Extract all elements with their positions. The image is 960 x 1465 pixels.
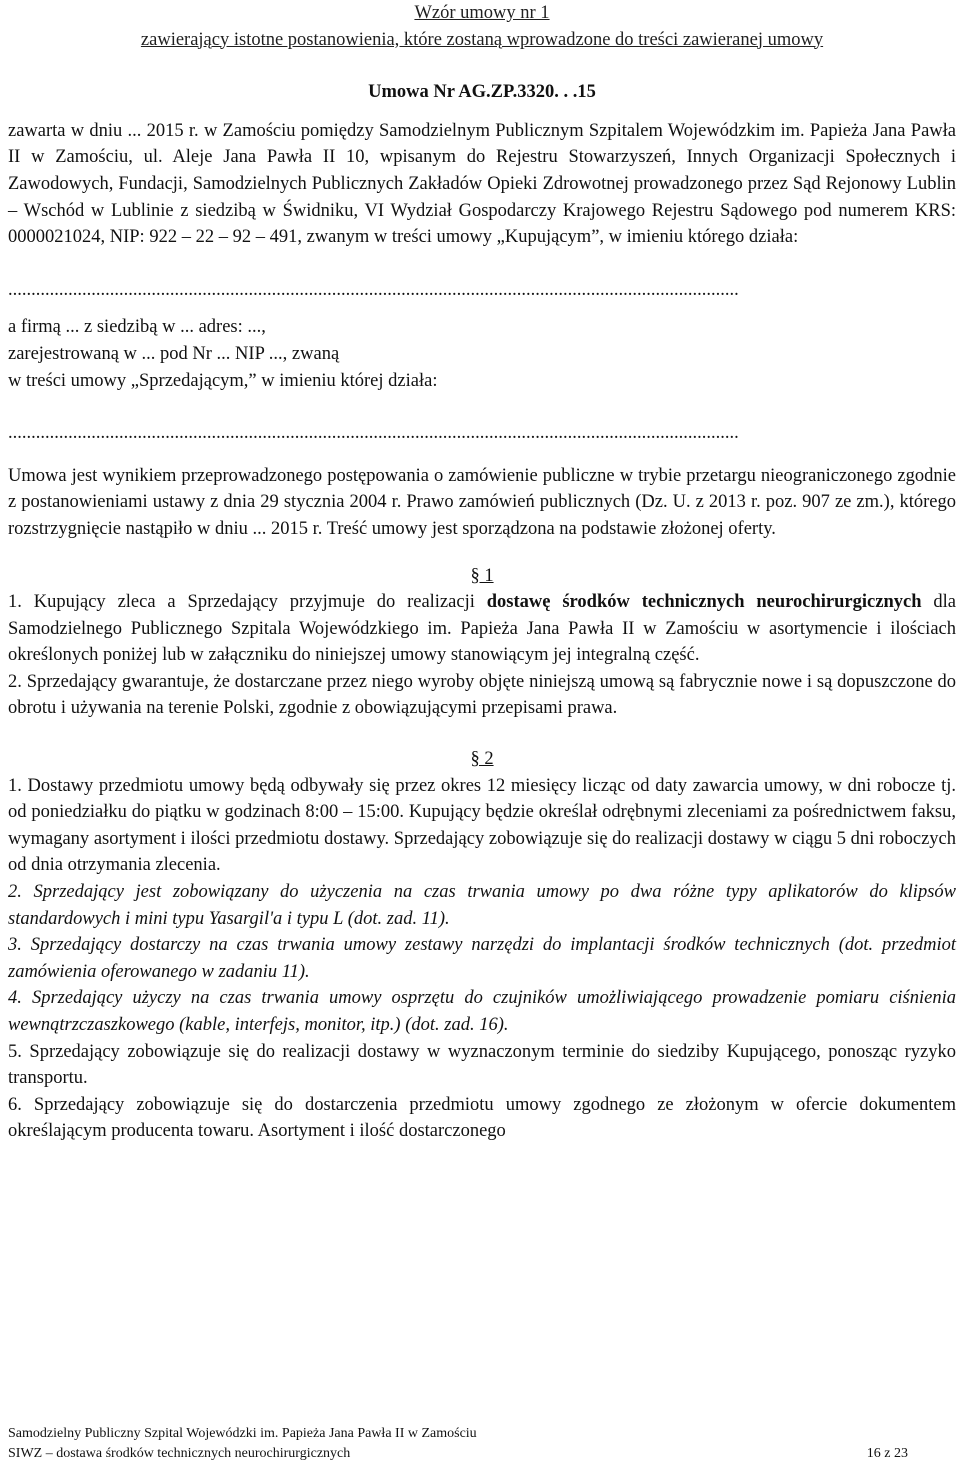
section-2-heading: § 2 [470, 749, 494, 770]
intro-paragraph: zawarta w dniu ... 2015 r. w Zamościu pomiędzy Samodzielnym Publicznym Szpitalem Wojewódzkim im. Papieża Jana Pawła II w Zamościu, ul. Aleje Jana Pawła II 10, wpisanym do Rejestru Stowarzyszeń, Innych Organizacji Społecznych i Zawodowych, Fundacji, Samodzielnych Publicznych Zakładów Opieki Zdrowotnej prowadzonego przez Sąd Rejonowy Lublin – Wschód w Lublinie z siedzibą w Świdniku, VI Wydział Gospodarczy Krajowego Rejestru Sądowego pod numerem KRS: 0000021024, NIP: 922 – 22 – 92 – 491, zwanym w treści umowy „Kupującym”, w imieniu którego działa: [8, 120, 956, 248]
contract-number: Umowa Nr AG.ZP.3320. . .15 [368, 82, 596, 103]
footer-siwz [8, 1444, 908, 1464]
section-2-point-6: 6. Sprzedający zobowiązuje się do dostarczenia przedmiotu umowy zgodnego ze złożonym w ofercie dokumentem określającym producenta towaru. Asortyment i ilość dostarczonego [8, 1094, 956, 1142]
section-2-point-5: 5. Sprzedający zobowiązuje się do realizacji dostawy w wyznaczonym terminie do siedziby Kupującego, ponosząc ryzyko transportu. [8, 1041, 956, 1089]
signatory-dots-2: .............................................................................................................................................................. [8, 423, 739, 444]
section-1-point-1-start: 1. Kupujący zleca a Sprzedający przyjmuje do realizacji [8, 592, 487, 613]
section-2-point-2: 2. Sprzedający jest zobowiązany do użyczenia na czas trwania umowy po dwa różne typy aplikatorów do klipsów standardowych i mini typu Yasargil'a i typu L (dot. zad. 11). [8, 882, 956, 929]
section-1-point-2: 2. Sprzedający gwarantuje, że dostarczane przez niego wyroby objęte niniejszą umową są fabrycznie nowe i są dopuszczone do obrotu i używania na terenie Polski, zgodnie z obowiązującymi przepisami prawa. [8, 671, 956, 719]
preamble-paragraph: Umowa jest wynikiem przeprowadzonego postępowania o zamówienie publiczne w trybie przetargu nieograniczonego zgodnie z postanowieniami ustawy z dnia 29 stycznia 2004 r. Prawo zamówień publicznych (Dz. U. z 2013 r. poz. 907 ze zm.), którego rozstrzygnięcie nastąpiło w dniu ... 2015 r. Treść umowy jest sporządzona na podstawie złożonej oferty. [8, 465, 956, 539]
section-2-point-4: 4. Sprzedający użyczy na czas trwania umowy osprzętu do czujników umożliwiającego prowadzenie pomiaru ciśnienia wewnątrzczaszkowego (kable, interfejs, monitor, itp.) (dot. zad. 16). [8, 988, 956, 1035]
section-1-heading: § 1 [470, 565, 494, 586]
footer-hospital: Samodzielny Publiczny Szpital Wojewódzki im. Papieża Jana Pawła II w Zamościu [8, 1426, 477, 1441]
signatory-dots-1: .............................................................................................................................................................. [8, 279, 739, 300]
section-2-point-3: 3. Sprzedający dostarczy na czas trwania umowy zestawy narzędzi do implantacji środków technicznych (dot. przedmiot zamówienia oferowanego w zadaniu 11). [8, 935, 956, 982]
section-1-point-1-bold: dostawę środków technicznych neurochirurgicznych [486, 592, 922, 613]
page-number: 16 z 23 [866, 1446, 908, 1461]
section-2-point-1: 1. Dostawy przedmiotu umowy będą odbywały się przez okres 12 miesięcy licząc od daty zawarcia umowy, w dni robocze tj. od poniedziałku do piątku w godzinach 8:00 – 15:00. Kupujący będzie określał odrębnymi zleceniami za pośrednictwem faksu, wymagany asortyment i ilości przedmiotu dostawy. Sprzedający zobowiązuje się do realizacji dostawy w ciągu 5 dni roboczych od dnia otrzymania zlecenia. [8, 775, 956, 876]
section-1-point-1 [8, 589, 956, 669]
footer-siwz-text: SIWZ – dostawa środków technicznych neurochirurgicznych [8, 1446, 351, 1461]
document-subtitle: zawierający istotne postanowienia, które zostaną wprowadzone do treści zawieranej umowy [140, 29, 824, 50]
section-1-point-1-end: dla Samodzielnego Publicznego Szpitala Wojewódzkiego im. Papieża Jana Pawła II w Zamościu w asortymencie i ilościach określonych poniżej lub w załączniku do niniejszej umowy stanowiącym jej integralną część. [8, 592, 956, 666]
seller-line-2: zarejestrowaną w ... pod Nr ... NIP ..., zwaną [8, 343, 340, 364]
seller-line-1: a firmą ... z siedzibą w ... adres: ..., [8, 317, 266, 338]
document-page [8, 0, 956, 1145]
seller-line-3: w treści umowy „Sprzedającym,” w imieniu której działa: [8, 370, 438, 391]
document-title: Wzór umowy nr 1 [414, 3, 550, 23]
